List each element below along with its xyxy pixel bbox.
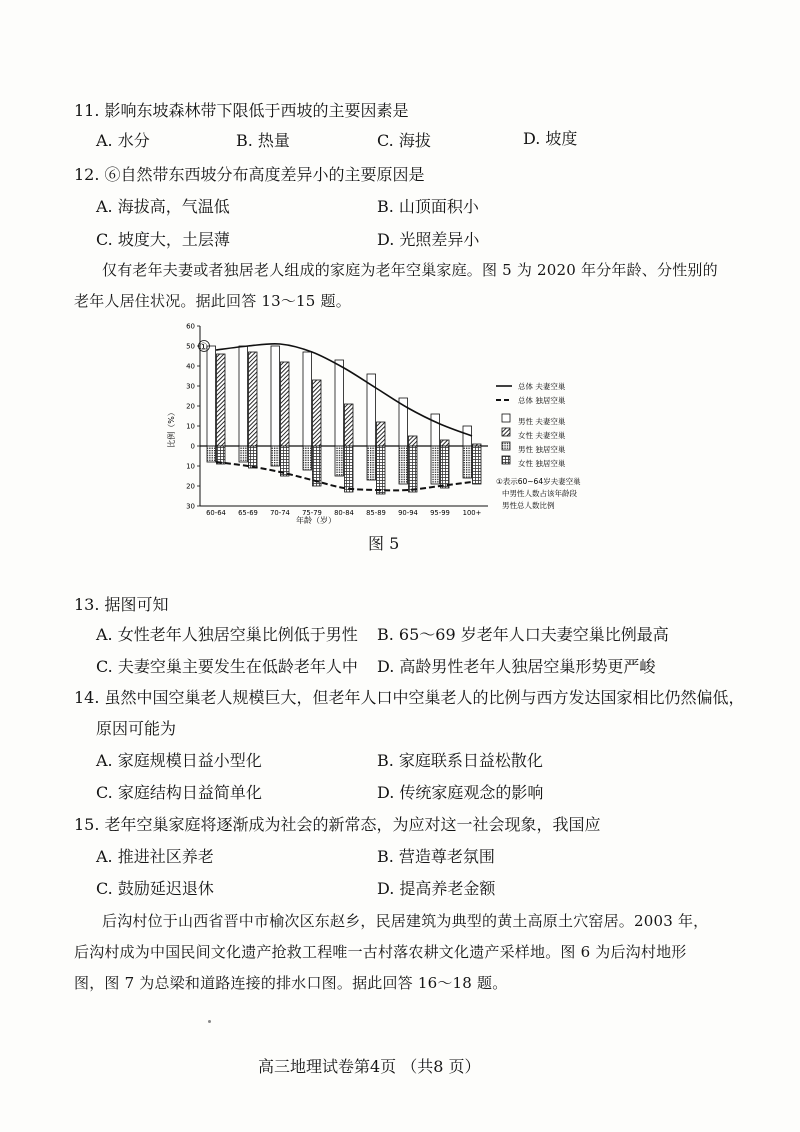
- bar-male-alone: [207, 446, 216, 462]
- q14-stem-line1: 14. 虽然中国空巢老人规模巨大，但老年人口中空巢老人的比例与西方发达国家相比仍然偏低，: [74, 688, 745, 707]
- bar-female-alone: [249, 446, 258, 468]
- chart-note-line1: ①表示60~64岁夫妻空巢: [496, 477, 581, 486]
- x-tick-label: 100+: [462, 509, 482, 517]
- q14-option-d: D. 传统家庭观念的影响: [377, 783, 544, 802]
- bar-male-alone: [303, 446, 312, 470]
- bar-male-couple: [239, 346, 248, 446]
- x-axis-label: 年龄（岁）: [296, 516, 336, 525]
- chart-marker: ①: [199, 342, 208, 353]
- chart-note-line3: 男性总人数比例: [502, 501, 555, 510]
- page-footer: 高三地理试卷第4页 （共8 页）: [258, 1057, 481, 1076]
- legend-total-couple-label: 总体 夫妻空巢: [518, 382, 566, 391]
- y-tick-label: 0: [190, 442, 195, 451]
- legend-male-alone-label: 男性 独居空巢: [518, 445, 566, 454]
- passage1-line2: 老年人居住状况。据此回答 13～15 题。: [74, 292, 351, 310]
- legend-swatch-male-alone: [502, 442, 510, 450]
- q15-stem: 15. 老年空巢家庭将逐渐成为社会的新常态，为应对这一社会现象，我国应: [74, 815, 601, 834]
- bar-male-alone: [431, 446, 440, 484]
- q12-stem: 12. ⑥自然带东西坡分布高度差异小的主要原因是: [74, 165, 425, 184]
- bar-male-couple: [303, 352, 312, 446]
- y-tick-label: 60: [186, 322, 195, 331]
- x-tick-label: 75-79: [302, 509, 322, 517]
- q13-option-c: C. 夫妻空巢主要发生在低龄老年人中: [96, 657, 358, 676]
- q14-stem-line2: 原因可能为: [96, 719, 177, 738]
- bar-male-couple: [207, 346, 216, 446]
- passage2-line1: 后沟村位于山西省晋中市榆次区东赵乡，民居建筑为典型的黄土高原土穴窑居。2003 年，: [102, 912, 709, 930]
- figure5-chart: [166, 318, 606, 528]
- bar-female-couple: [217, 354, 226, 446]
- q13-stem: 13. 据图可知: [74, 595, 169, 614]
- passage1-line1: 仅有老年夫妻或者独居老人组成的家庭为老年空巢家庭。图 5 为 2020 年分年龄、分性别的: [102, 261, 718, 279]
- y-tick-label: 20: [186, 402, 195, 411]
- legend-swatch-female-couple: [502, 428, 510, 436]
- bar-female-couple: [345, 404, 354, 446]
- bar-male-alone: [367, 446, 376, 480]
- chart-note-line2: 中男性人数占该年龄段: [502, 489, 577, 498]
- bar-female-alone: [441, 446, 450, 488]
- y-tick-label: 30: [186, 502, 195, 511]
- q14-option-c: C. 家庭结构日益简单化: [96, 783, 262, 802]
- bar-male-alone: [239, 446, 248, 462]
- passage2-line2: 后沟村成为中国民间文化遗产抢救工程唯一古村落农耕文化遗产采样地。图 6 为后沟村地形: [74, 943, 687, 961]
- y-tick-label: 30: [186, 382, 195, 391]
- q15-option-c: C. 鼓励延迟退休: [96, 879, 214, 898]
- passage2-line3: 图，图 7 为总梁和道路连接的排水口图。据此回答 16～18 题。: [74, 974, 508, 992]
- figure-caption: 图 5: [368, 534, 400, 553]
- q13-option-a: A. 女性老年人独居空巢比例低于男性: [96, 625, 358, 644]
- y-tick-label: 40: [186, 362, 195, 371]
- q15-option-b: B. 营造尊老氛围: [377, 847, 495, 866]
- bar-female-couple: [441, 440, 450, 446]
- bar-female-couple: [377, 422, 386, 446]
- x-tick-label: 85-89: [366, 509, 386, 517]
- q11-option-d: D. 坡度: [523, 129, 578, 148]
- q13-option-b: B. 65～69 岁老年人口夫妻空巢比例最高: [377, 625, 669, 644]
- y-axis-label: 比例（%）: [167, 408, 176, 448]
- bar-female-couple: [313, 380, 322, 446]
- bar-female-alone: [473, 446, 482, 484]
- x-tick-label: 90-94: [398, 509, 418, 517]
- bar-female-couple: [249, 352, 258, 446]
- q11-option-b: B. 热量: [236, 131, 290, 150]
- q11-stem: 11. 影响东坡森林带下限低于西坡的主要因素是: [74, 101, 409, 120]
- q11-option-c: C. 海拔: [377, 131, 431, 150]
- y-tick-label: 10: [186, 422, 195, 431]
- legend-female-couple-label: 女性 夫妻空巢: [518, 431, 566, 440]
- legend-swatch-female-alone: [502, 456, 510, 464]
- legend-female-alone-label: 女性 独居空巢: [518, 459, 566, 468]
- bar-male-couple: [271, 346, 280, 446]
- bar-female-couple: [281, 362, 290, 446]
- x-tick-label: 95-99: [430, 509, 450, 517]
- bar-male-alone: [335, 446, 344, 476]
- legend-male-couple-label: 男性 夫妻空巢: [518, 417, 566, 426]
- y-tick-label: 10: [186, 462, 195, 471]
- x-tick-label: 70-74: [270, 509, 290, 517]
- legend-total-alone-label: 总体 独居空巢: [518, 396, 566, 405]
- q14-option-b: B. 家庭联系日益松散化: [377, 751, 543, 770]
- bar-female-alone: [409, 446, 418, 492]
- bar-male-couple: [335, 360, 344, 446]
- scan-speck: [208, 1020, 211, 1023]
- q12-option-c: C. 坡度大，土层薄: [96, 230, 230, 249]
- q12-option-a: A. 海拔高，气温低: [96, 197, 230, 216]
- legend-swatch-male-couple: [502, 414, 510, 422]
- bar-female-alone: [345, 446, 354, 492]
- q12-option-b: B. 山顶面积小: [377, 197, 479, 216]
- x-tick-label: 65-69: [238, 509, 258, 517]
- q15-option-a: A. 推进社区养老: [96, 847, 214, 866]
- bar-male-alone: [399, 446, 408, 484]
- y-tick-label: 20: [186, 482, 195, 491]
- q15-option-d: D. 提高养老金额: [377, 879, 496, 898]
- q11-option-a: A. 水分: [96, 131, 150, 150]
- x-tick-label: 80-84: [334, 509, 354, 517]
- q14-option-a: A. 家庭规模日益小型化: [96, 751, 262, 770]
- q12-option-d: D. 光照差异小: [377, 230, 480, 249]
- bar-female-alone: [377, 446, 386, 494]
- bar-female-couple: [409, 436, 418, 446]
- bar-male-alone: [463, 446, 472, 478]
- q13-option-d: D. 高龄男性老年人独居空巢形势更严峻: [377, 657, 656, 676]
- x-tick-label: 60-64: [206, 509, 226, 517]
- bar-male-couple: [431, 414, 440, 446]
- bar-male-alone: [271, 446, 280, 466]
- y-tick-label: 50: [186, 342, 195, 351]
